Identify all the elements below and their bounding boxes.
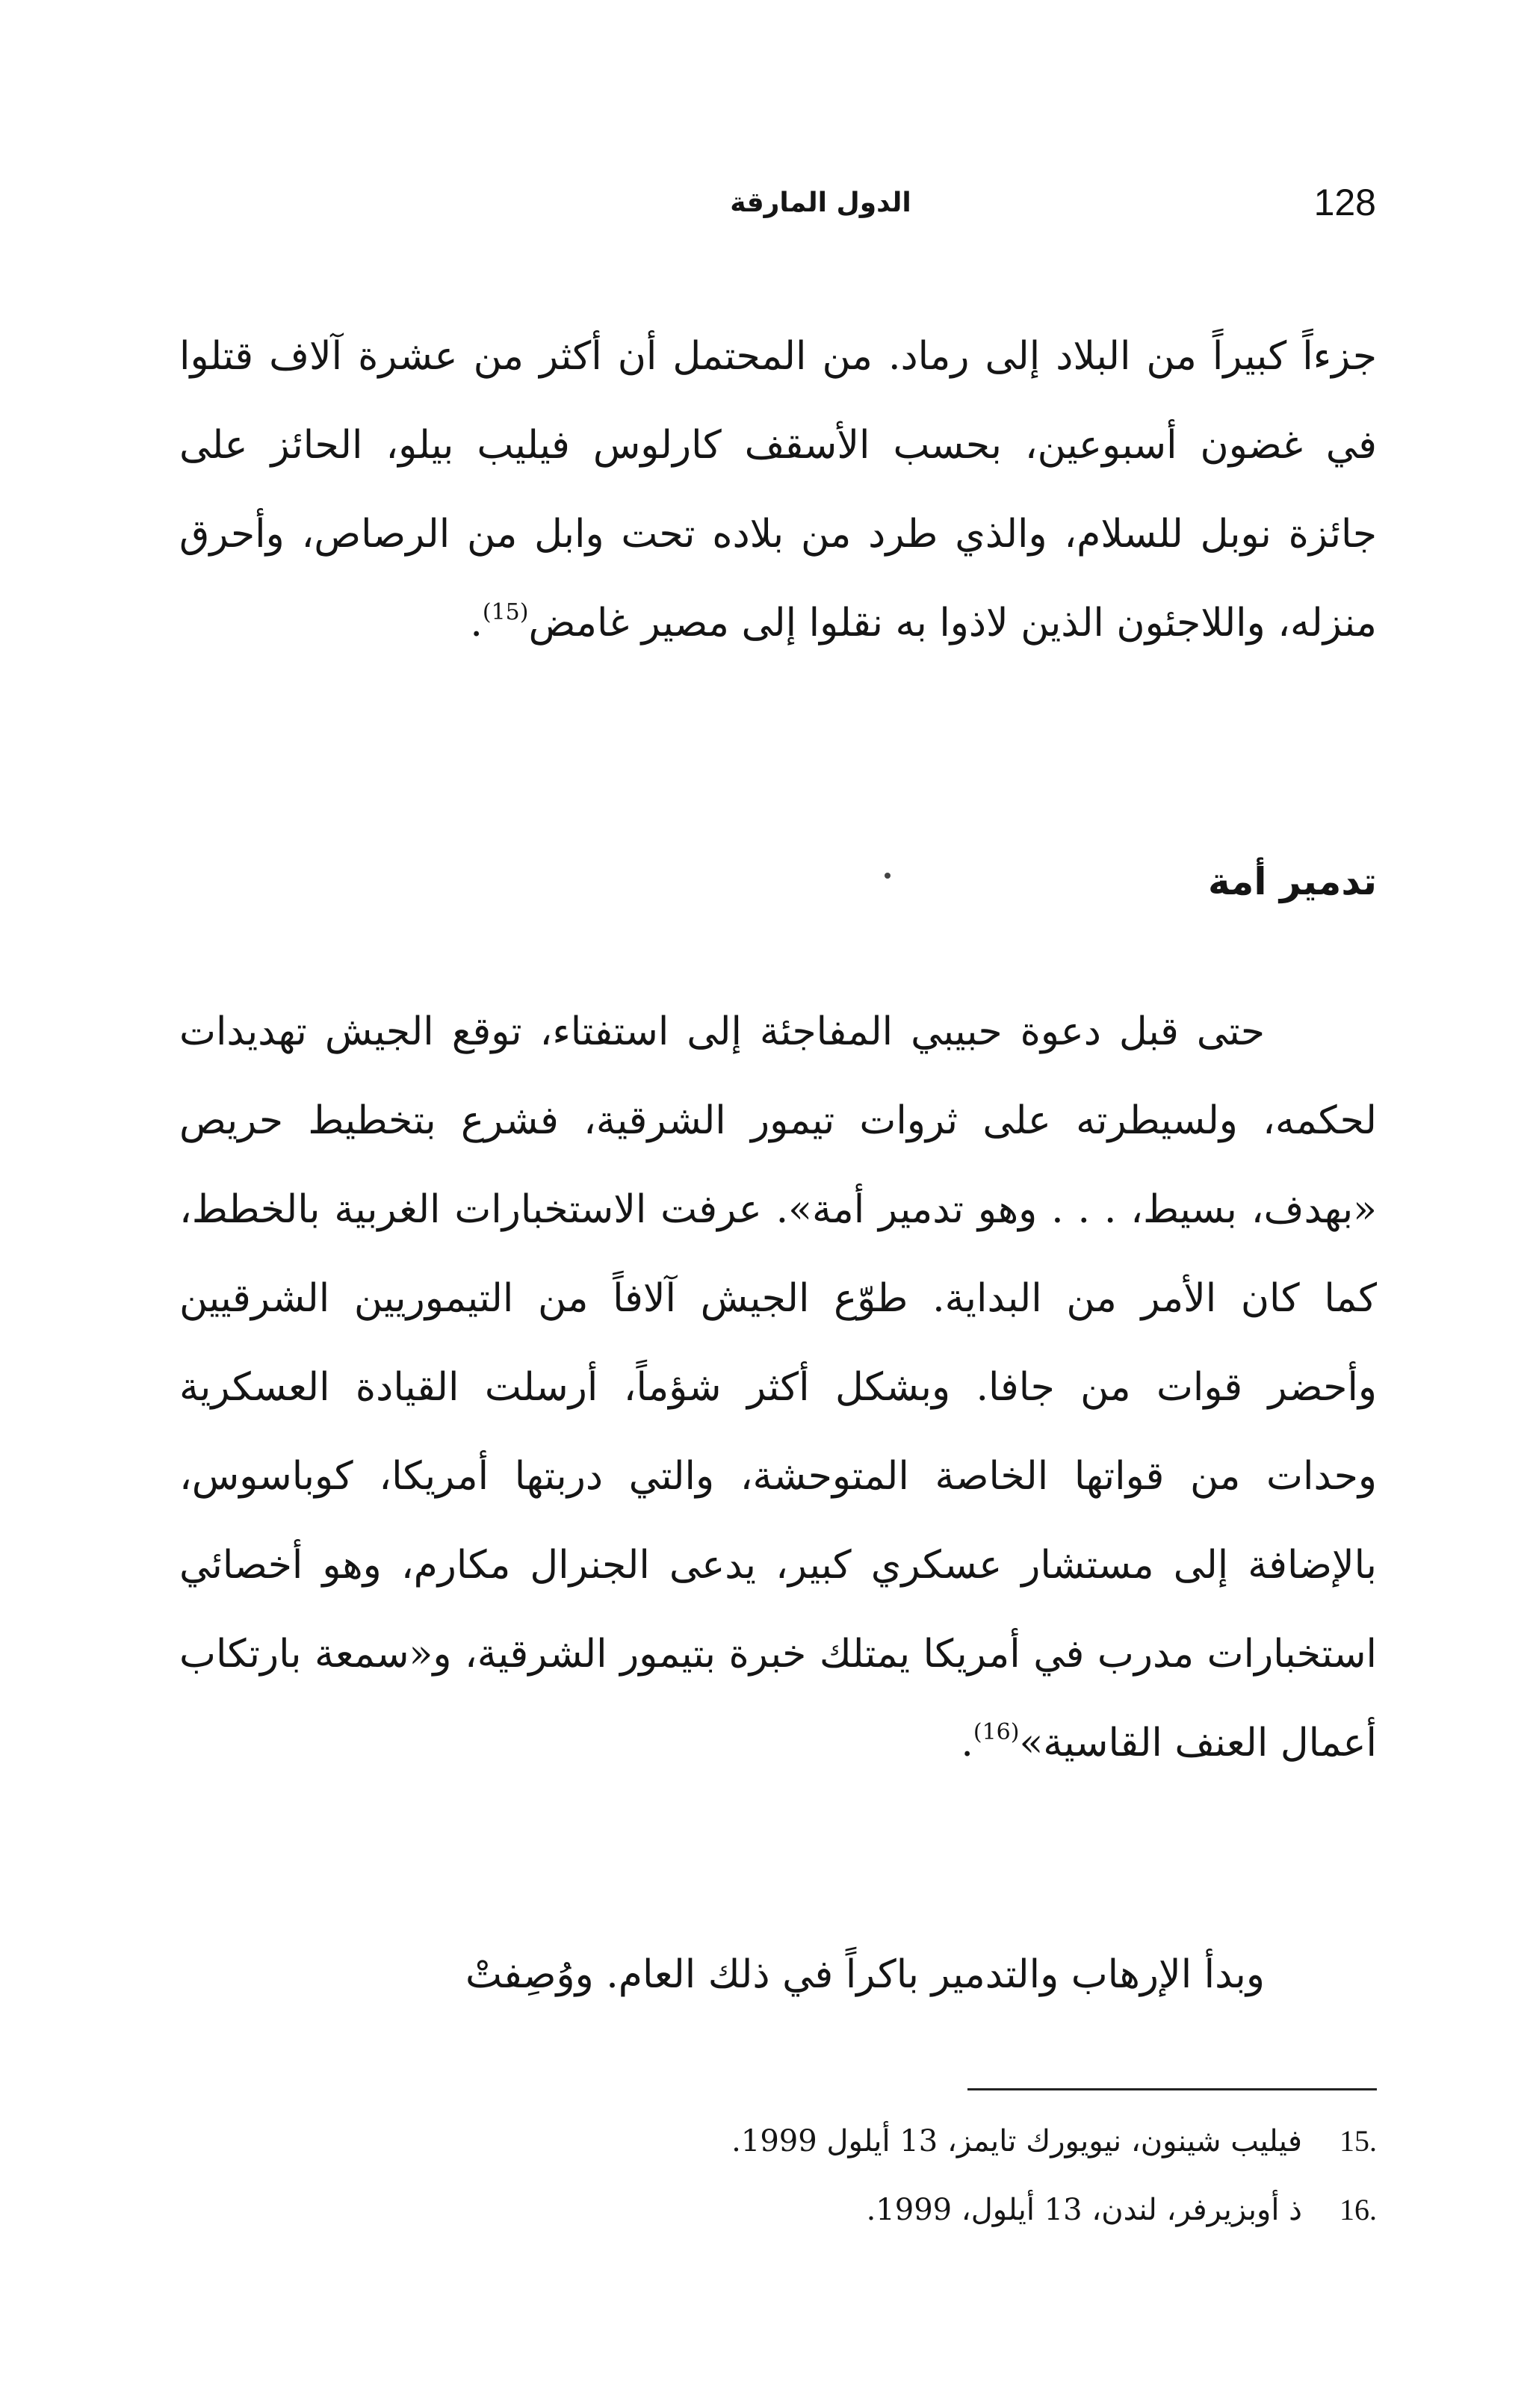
paragraph-2 [179,988,1377,1788]
section-heading: تدمير أمة [1208,860,1377,903]
running-title: الدول المارقة [730,188,911,218]
footnote-number: .15 [1339,2124,1377,2158]
paragraph-2-text: حتى قبل دعوة حبيبي المفاجئة إلى استفتاء، توقع الجيش تهديدات لحكمه، ولسيطرته على ثروات تيمور الشرقية، فشرع بتخطيط حريص «بهدف، بسيط، . . . وهو تدمير أمة». عرفت الاستخبارات الغربية بالخطط، كما كان الأمر من البداية. طوّع الجيش آلافاً من التيموريين الشرقيين وأحضر قوات من جافا. وبشكل أكثر شؤماً، أرسلت القيادة العسكرية وحدات من قواتها الخاصة المتوحشة، والتي دربتها أمريكا، كوباسوس، بالإضافة إلى مستشار عسكري كبير، يدعى الجنرال مكارم، وهو أخصائي استخبارات مدرب في أمريكا يمتلك خبرة بتيمور الشرقية، و«سمعة بارتكاب أعمال العنف القاسية» [179,1009,1377,1765]
footnote-16 [179,2176,1377,2244]
footnote-number: .16 [1339,2193,1377,2226]
footnote-separator [967,2088,1377,2090]
footnote-ref-16: (16) [973,1719,1020,1745]
paragraph-2-end: . [961,1721,973,1765]
page-header [176,176,1376,229]
paragraph-1 [179,312,1377,668]
ink-speck [885,873,891,879]
footnote-ref-15: (15) [482,599,529,625]
footnote-15 [179,2107,1377,2176]
footnote-text: ذ أوبزيرفر، لندن، 13 أيلول، 1999. [866,2193,1302,2227]
footnotes [179,2107,1377,2244]
footnote-text: فيليب شينون، نيويورك تايمز، 13 أيلول 1999. [731,2124,1302,2158]
paragraph-3 [179,1931,1377,2019]
paragraph-1-end: . [470,601,483,646]
paragraph-3-text: وبدأ الإرهاب والتدمير باكراً في ذلك العام. ووُصِفتْ [465,1952,1265,1997]
paragraph-1-text: جزءاً كبيراً من البلاد إلى رماد. من المحتمل أن أكثر من عشرة آلاف قتلوا في غضون أسبوعين، بحسب الأسقف كارلوس فيليب بيلو، الحائز على جائزة نوبل للسلام، والذي طرد من بلاده تحت وابل من الرصاص، وأحرق منزله، واللاجئون الذين لاذوا به نقلوا إلى مصير غامض [179,334,1377,646]
page-number: 128 [1313,182,1376,223]
